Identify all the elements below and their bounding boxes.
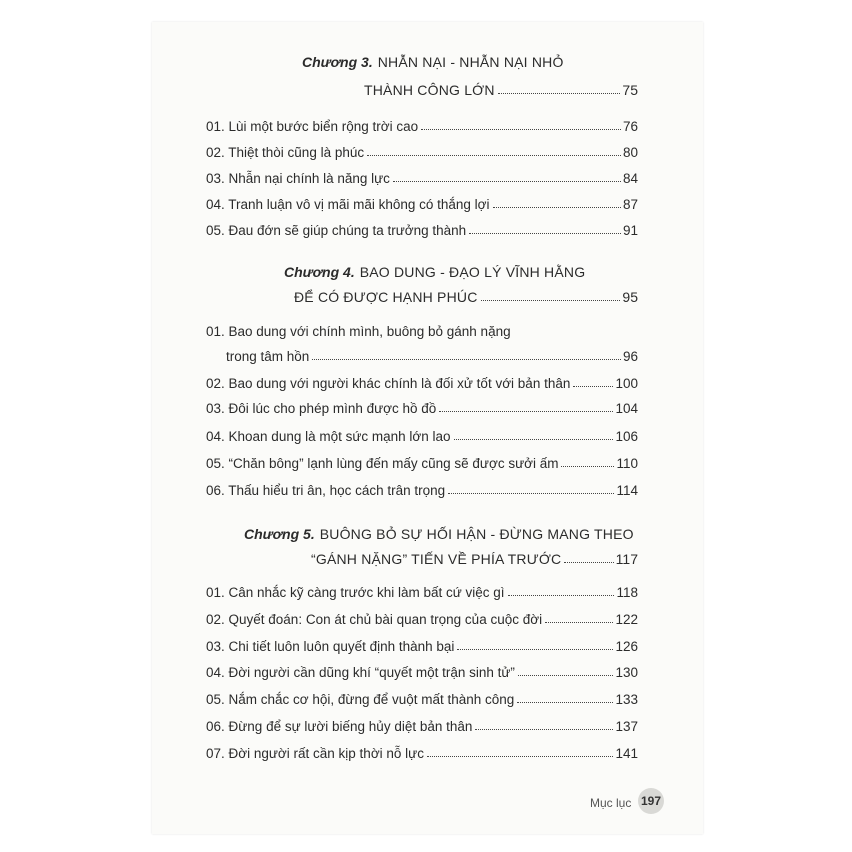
table-of-contents: [206, 0, 638, 852]
chapter-5-heading: [244, 522, 634, 542]
entry-text: 06. Đừng để sự lười biếng hủy diệt bản thân: [206, 719, 473, 734]
leader-dots: [564, 562, 613, 563]
leader-dots: [448, 493, 614, 494]
entry-text: 01. Cân nhắc kỹ càng trước khi làm bất cứ việc gì: [206, 585, 505, 600]
leader-dots: [469, 233, 621, 234]
toc-entry: [206, 580, 638, 600]
page-number: 95: [622, 289, 638, 305]
leader-dots: [454, 439, 614, 440]
entry-text: 03. Đôi lúc cho phép mình được hồ đồ: [206, 401, 437, 416]
leader-dots: [427, 756, 613, 757]
entry-text-continued: trong tâm hồn: [226, 349, 310, 364]
leader-dots: [561, 466, 614, 467]
entry-text: 02. Thiệt thòi cũng là phúc: [206, 145, 365, 160]
toc-entry: [206, 192, 638, 212]
chapter-title-line1: BUÔNG BỎ SỰ HỐI HẬN - ĐỪNG MANG THEO: [319, 526, 634, 542]
toc-entry: [206, 114, 638, 134]
chapter-3-heading: [302, 50, 564, 70]
entry-text: 02. Bao dung với người khác chính là đối xử tốt với bản thân: [206, 376, 571, 391]
leader-dots: [312, 359, 621, 360]
footer-section-label: Mục lục: [590, 796, 632, 810]
page-number: 100: [615, 376, 638, 391]
leader-dots: [421, 129, 621, 130]
entry-text: 03. Chi tiết luôn luôn quyết định thành bại: [206, 639, 455, 654]
entry-text: 05. Nắm chắc cơ hội, đừng để vuột mất thành công: [206, 692, 515, 707]
leader-dots: [518, 675, 614, 676]
entry-text: 05. Đau đớn sẽ giúp chúng ta trưởng thành: [206, 223, 467, 238]
toc-entry: [206, 741, 638, 761]
entry-text: 01. Lùi một bước biển rộng trời cao: [206, 119, 419, 134]
page-number: 110: [616, 456, 638, 471]
footer-page-number: 197: [638, 788, 664, 814]
toc-entry-first-line: [206, 319, 511, 339]
page-number: 137: [615, 719, 638, 734]
chapter-4-title-line2: [294, 285, 638, 305]
entry-text: 04. Tranh luận vô vị mãi mãi không có thắng lợi: [206, 197, 490, 212]
page-number: 141: [615, 746, 638, 761]
chapter-5-title-line2: [311, 547, 638, 567]
page-number: 87: [622, 197, 638, 212]
leader-dots: [457, 649, 613, 650]
page-number: 122: [615, 612, 638, 627]
page-number: 84: [622, 171, 638, 186]
chapter-title-line2: THÀNH CÔNG LỚN: [364, 82, 495, 98]
leader-dots: [573, 386, 613, 387]
page-number: 130: [615, 665, 638, 680]
page-number: 106: [615, 429, 638, 444]
chapter-label: Chương 4.: [284, 264, 355, 280]
toc-entry: [206, 451, 638, 471]
toc-entry: [206, 371, 638, 391]
page-number: 118: [616, 585, 638, 600]
leader-dots: [475, 729, 613, 730]
leader-dots: [481, 300, 621, 301]
chapter-title-line1: BAO DUNG - ĐẠO LÝ VĨNH HẰNG: [359, 264, 586, 280]
entry-text: 07. Đời người rất cần kịp thời nỗ lực: [206, 746, 424, 761]
page-number: 96: [622, 349, 638, 364]
chapter-4-heading: [284, 260, 585, 280]
leader-dots: [508, 595, 615, 596]
page-number: 75: [622, 82, 638, 98]
leader-dots: [517, 702, 613, 703]
page-number: 80: [622, 145, 638, 160]
chapter-label: Chương 3.: [302, 54, 373, 70]
toc-entry: [206, 634, 638, 654]
toc-entry: [206, 714, 638, 734]
leader-dots: [393, 181, 621, 182]
toc-entry: [226, 344, 638, 364]
toc-entry: [206, 478, 638, 498]
chapter-title-line1: NHẪN NẠI - NHẪN NẠI NHỎ: [377, 54, 564, 70]
page-number: 76: [622, 119, 638, 134]
toc-entry: [206, 424, 638, 444]
page-number: 114: [616, 483, 638, 498]
chapter-title-line2: “GÁNH NẶNG” TIẾN VỀ PHÍA TRƯỚC: [311, 551, 562, 567]
page-number: 104: [615, 401, 638, 416]
page-number: 133: [615, 692, 638, 707]
entry-text: 06. Thấu hiểu tri ân, học cách trân trọng: [206, 483, 446, 498]
leader-dots: [545, 622, 613, 623]
chapter-label: Chương 5.: [244, 526, 315, 542]
toc-entry: [206, 660, 638, 680]
leader-dots: [367, 155, 621, 156]
toc-entry: [206, 218, 638, 238]
page-number: 91: [622, 223, 638, 238]
entry-text: 03. Nhẫn nại chính là năng lực: [206, 171, 390, 186]
entry-text: 05. “Chăn bông” lạnh lùng đến mấy cũng sẽ được sưởi ấm: [206, 456, 559, 471]
toc-entry: [206, 140, 638, 160]
leader-dots: [498, 93, 621, 94]
toc-entry: [206, 607, 638, 627]
toc-entry: [206, 687, 638, 707]
toc-entry: [206, 396, 638, 416]
chapter-title-line2: ĐỂ CÓ ĐƯỢC HẠNH PHÚC: [294, 289, 478, 305]
leader-dots: [439, 411, 613, 412]
entry-text: 02. Quyết đoán: Con át chủ bài quan trọng của cuộc đời: [206, 612, 543, 627]
leader-dots: [493, 207, 621, 208]
entry-text: 04. Đời người cần dũng khí “quyết một trận sinh tử”: [206, 665, 515, 680]
entry-text: 04. Khoan dung là một sức mạnh lớn lao: [206, 429, 451, 444]
entry-text: 01. Bao dung với chính mình, buông bỏ gánh nặng: [206, 324, 511, 339]
toc-entry: [206, 166, 638, 186]
chapter-3-title-line2: [364, 78, 638, 98]
page-number: 126: [615, 639, 638, 654]
page-number: 117: [615, 551, 638, 567]
